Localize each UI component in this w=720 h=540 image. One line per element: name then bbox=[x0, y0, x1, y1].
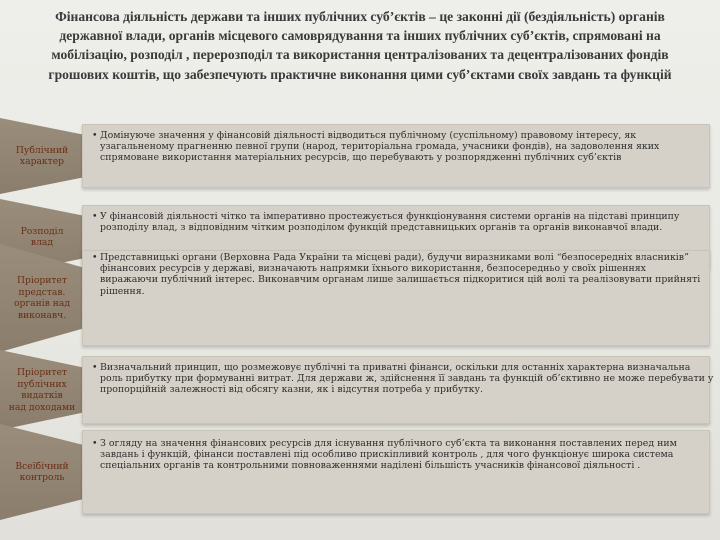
row-label: Пріоритет представ. органів над виконавч. bbox=[13, 275, 71, 321]
row-label: Всеїбічний контроль bbox=[15, 460, 69, 483]
feature-row-public-character bbox=[0, 118, 720, 194]
row-label: Пріоритет публічних видатків над доходами bbox=[8, 367, 76, 413]
feature-row-expenditure-priority bbox=[0, 350, 720, 430]
bullet-marker: • bbox=[92, 362, 98, 373]
row-description: Представницькі органи (Верховна Рада України та місцеві ради), будучи виразниками волі “безпосередніх власників” фінансових ресурсів у державі, визначають напрямки їхнього використання, безпосередньо у своїх рішеннях виражаючи публічний інтерес. Виконавчим органам лише залишається підкоритися цій волі та реалізовувати прийняті рішення. bbox=[100, 252, 701, 297]
slide-title: Фінансова діяльність держави та інших публічних суб’єктів – це законні дії (бездіяльність) органів державної влади, органів місцевого самоврядування та інших публічних суб’єктів, спрямовані на мобілізацію, розподіл , перерозподіл та використання централізованих та децентралізованих фондів грошових коштів, що забезпечують практичне виконання цими суб’єктами своїх завдань та функцій bbox=[48, 9, 672, 82]
row-description: З огляду на значення фінансових ресурсів для існування публічного суб’єкта та виконання поставлених перед ним завдань і функцій, фінанси поставлені під особливо прискіпливий контроль , для чого функціонує широка система спеціальних органів та контрольними повноваженнями наділені більшість учасників фінансової діяльності . bbox=[100, 438, 677, 472]
feature-row-representative-priority bbox=[0, 244, 720, 352]
feature-row-comprehensive-control bbox=[0, 424, 720, 520]
row-description: У фінансовій діяльності чітко та імперативно простежується функціонування системи органів на підставі принципу розподілу влад, з відповідним чітким розподілом функцій представницьких органів та органів виконавчої влади. bbox=[100, 211, 680, 234]
row-description: Домінуюче значення у фінансовій діяльності відводиться публічному (суспільному) правовому інтересу, як узагальненому прагненню певної групи (народ, територіальна громада, учасники фондів), на задоволення яких спрямоване використання матеріальних ресурсів, що перебувають у розпорядженні публічних суб’єктів bbox=[100, 130, 660, 164]
bullet-marker: • bbox=[92, 252, 98, 263]
row-label: Розподіл влад bbox=[20, 225, 64, 248]
bullet-marker: • bbox=[92, 211, 98, 222]
bullet-marker: • bbox=[92, 130, 98, 141]
row-label: Публічний характер bbox=[15, 144, 69, 167]
bullet-marker: • bbox=[92, 438, 98, 449]
row-description: Визначальний принцип, що розмежовує публічні та приватні фінанси, оскільки для останніх характерна визначальна роль прибутку при формуванні витрат. Для держави ж, здійснення її завдань та функцій об’єктивно не може перебувати у пропорційній залежності від обсягу казни, як і відсутня потреба у прибутку. bbox=[100, 362, 714, 396]
